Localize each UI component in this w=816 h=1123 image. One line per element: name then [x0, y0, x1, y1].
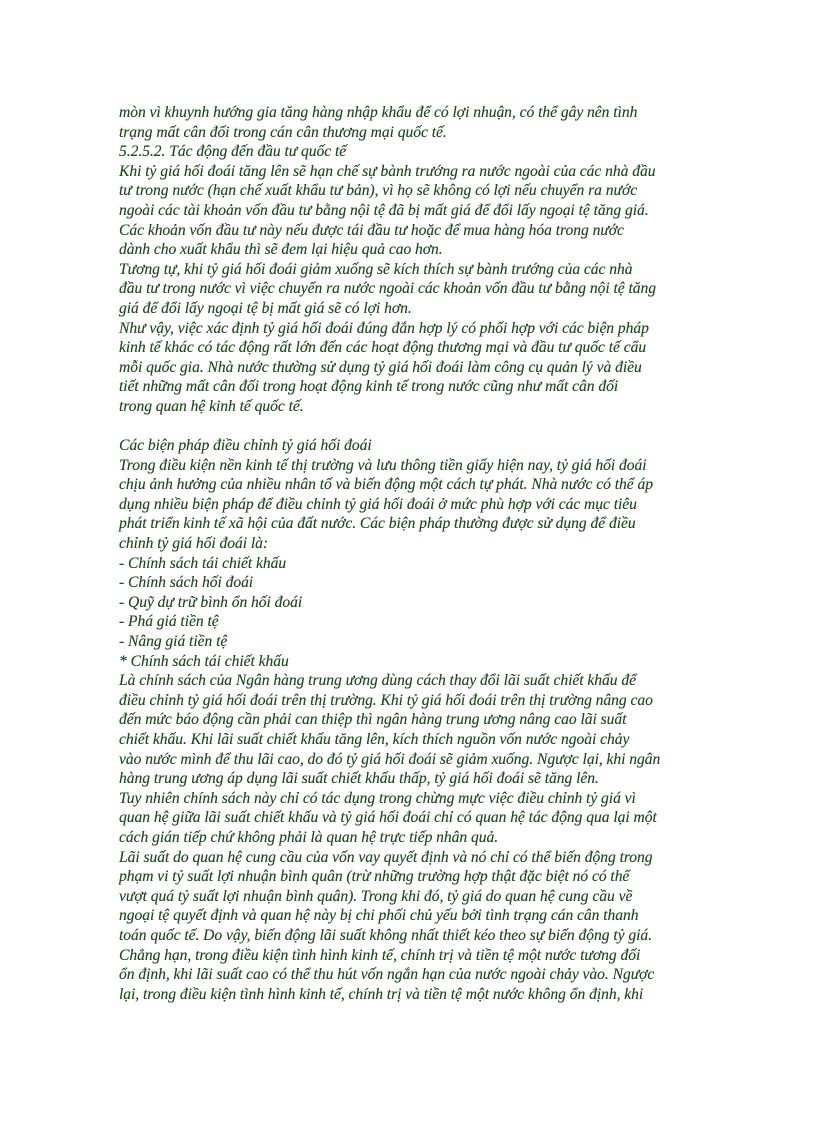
- text-line: quan hệ giữa lãi suất chiết khấu và tỷ giá hối đoái chỉ có quan hệ tác động qua lại một: [119, 809, 657, 827]
- text-line: tiết những mất cân đối trong hoạt động kinh tế trong nước cũng như mất cân đối: [119, 378, 619, 396]
- text-line: giá để đổi lấy ngoại tệ bị mất giá sẽ có lợi hơn.: [119, 299, 412, 317]
- text-line: Khi tỷ giá hối đoái tăng lên sẽ hạn chế sự bành trướng ra nước ngoài của các nhà đầu: [119, 162, 656, 180]
- list-item: - Nâng giá tiền tệ: [119, 633, 228, 651]
- list-item: - Chính sách tái chiết khấu: [119, 554, 287, 572]
- text-line: Trong điều kiện nền kinh tế thị trường và lưu thông tiền giấy hiện nay, tỷ giá hối đoái: [119, 456, 647, 474]
- document-body: [119, 103, 704, 1004]
- list-item: - Phá giá tiền tệ: [119, 613, 219, 631]
- text-line: ngoài các tài khoản vốn đầu tư bằng nội tệ đã bị mất giá để đổi lấy ngoại tệ tăng giá.: [119, 201, 649, 219]
- text-line: chỉnh tỷ giá hối đoái là:: [119, 535, 269, 553]
- text-line: Lãi suất do quan hệ cung cầu của vốn vay quyết định và nó chỉ có thể biến động trong: [119, 848, 653, 866]
- text-line: kinh tế khác có tác động rất lớn đến các hoạt động thương mại và đầu tư quốc tế cẩu: [119, 339, 647, 357]
- text-line: hàng trung ương áp dụng lãi suất chiết khấu thấp, tỷ giá hối đoái sẽ tăng lên.: [119, 770, 599, 788]
- text-line: phát triển kinh tế xã hội của đất nước. Các biện pháp thường được sử dụng để điều: [119, 515, 636, 533]
- text-line: vượt quá tỷ suất lợi nhuận bình quân). Trong khi đó, tỷ giá do quan hệ cung cầu về: [119, 887, 633, 905]
- text-line: Các khoản vốn đầu tư này nếu được tái đầu tư hoặc để mua hàng hóa trong nước: [119, 221, 624, 239]
- text-line: phạm vi tỷ suất lợi nhuận bình quân (trừ những trường hợp thật đặc biệt nó có thể: [119, 868, 630, 886]
- text-line: chiết khấu. Khi lãi suất chiết khấu tăng lên, kích thích nguồn vốn nước ngoài chảy: [119, 731, 630, 748]
- section-heading: Các biện pháp điều chỉnh tỷ giá hối đoái: [119, 437, 372, 455]
- list-item: - Quỹ dự trữ bình ổn hối đoái: [119, 593, 303, 611]
- text-line: tư trong nước (hạn chế xuất khẩu tư bản), vì họ sẽ không có lợi nếu chuyển ra nước: [119, 182, 638, 200]
- text-line: chịu ảnh hưởng của nhiều nhân tố và biến động một cách tự phát. Nhà nước có thể áp: [119, 476, 653, 494]
- text-line: trong quan hệ kinh tế quốc tế.: [119, 397, 304, 415]
- list-item: - Chính sách hối đoái: [119, 574, 254, 592]
- text-line: mòn vì khuynh hướng gia tăng hàng nhập khẩu để có lợi nhuận, có thể gây nên tình: [119, 104, 638, 121]
- text-line: vào nước mình để thu lãi cao, do đó tỷ giá hối đoái sẽ giảm xuống. Ngược lại, khi ngân: [119, 750, 661, 768]
- text-line: ngoại tệ quyết định và quan hệ này bị chi phối chủ yếu bởi tình trạng cán cân thanh: [119, 907, 639, 925]
- section-heading: 5.2.5.2. Tác động đến đầu tư quốc tế: [119, 143, 347, 161]
- text-line: đầu tư trong nước vì việc chuyển ra nước ngoài các khoản vốn đầu tư bằng nội tệ tăng: [119, 280, 656, 298]
- text-line: Tương tự, khi tỷ giá hối đoái giảm xuống sẽ kích thích sự bành trướng của các nhà: [119, 260, 633, 278]
- text-line: lại, trong điều kiện tình hình kinh tế, chính trị và tiền tệ một nước không ổn định, khi: [119, 985, 644, 1003]
- text-line: toán quốc tế. Do vậy, biến động lãi suất không nhất thiết kéo theo sự biến động tỷ giá.: [119, 926, 652, 944]
- text-line: đến mức báo động cần phải can thiệp thì ngân hàng trung ương nâng cao lãi suất: [119, 711, 627, 729]
- text-line: Tuy nhiên chính sách này chỉ có tác dụng trong chừng mực việc điều chỉnh tỷ giá vì: [119, 789, 636, 807]
- text-line: Là chính sách của Ngân hàng trung ương dùng cách thay đổi lãi suất chiết khấu để: [119, 672, 636, 690]
- paragraph-spacer: [119, 417, 704, 437]
- text-line: điều chỉnh tỷ giá hối đoái trên thị trường. Khi tỷ giá hối đoái trên thị trường nâng cao: [119, 691, 653, 709]
- text-line: Như vậy, việc xác định tỷ giá hối đoái đúng đắn hợp lý có phối hợp với các biện pháp: [119, 319, 649, 337]
- text-line: mỗi quốc gia. Nhà nước thường sử dụng tỷ giá hối đoái làm công cụ quản lý và điều: [119, 358, 642, 376]
- text-line: cách gián tiếp chứ không phải là quan hệ trực tiếp nhân quả.: [119, 828, 499, 846]
- text-line: dụng nhiều biện pháp để điều chỉnh tỷ giá hối đoái ở mức phù hợp với các mục tiêu: [119, 495, 637, 513]
- subsection-heading: * Chính sách tái chiết khấu: [119, 652, 289, 670]
- text-line: trạng mất cân đối trong cán cân thương mại quốc tế.: [119, 123, 447, 141]
- text-line: dành cho xuất khẩu thì sẽ đem lại hiệu quả cao hơn.: [119, 241, 443, 259]
- text-line: Chẳng hạn, trong điều kiện tình hình kinh tế, chính trị và tiền tệ một nước tương đối: [119, 946, 641, 964]
- text-line: ổn định, khi lãi suất cao có thể thu hút vốn ngắn hạn của nước ngoài chảy vào. Ngược: [119, 966, 655, 984]
